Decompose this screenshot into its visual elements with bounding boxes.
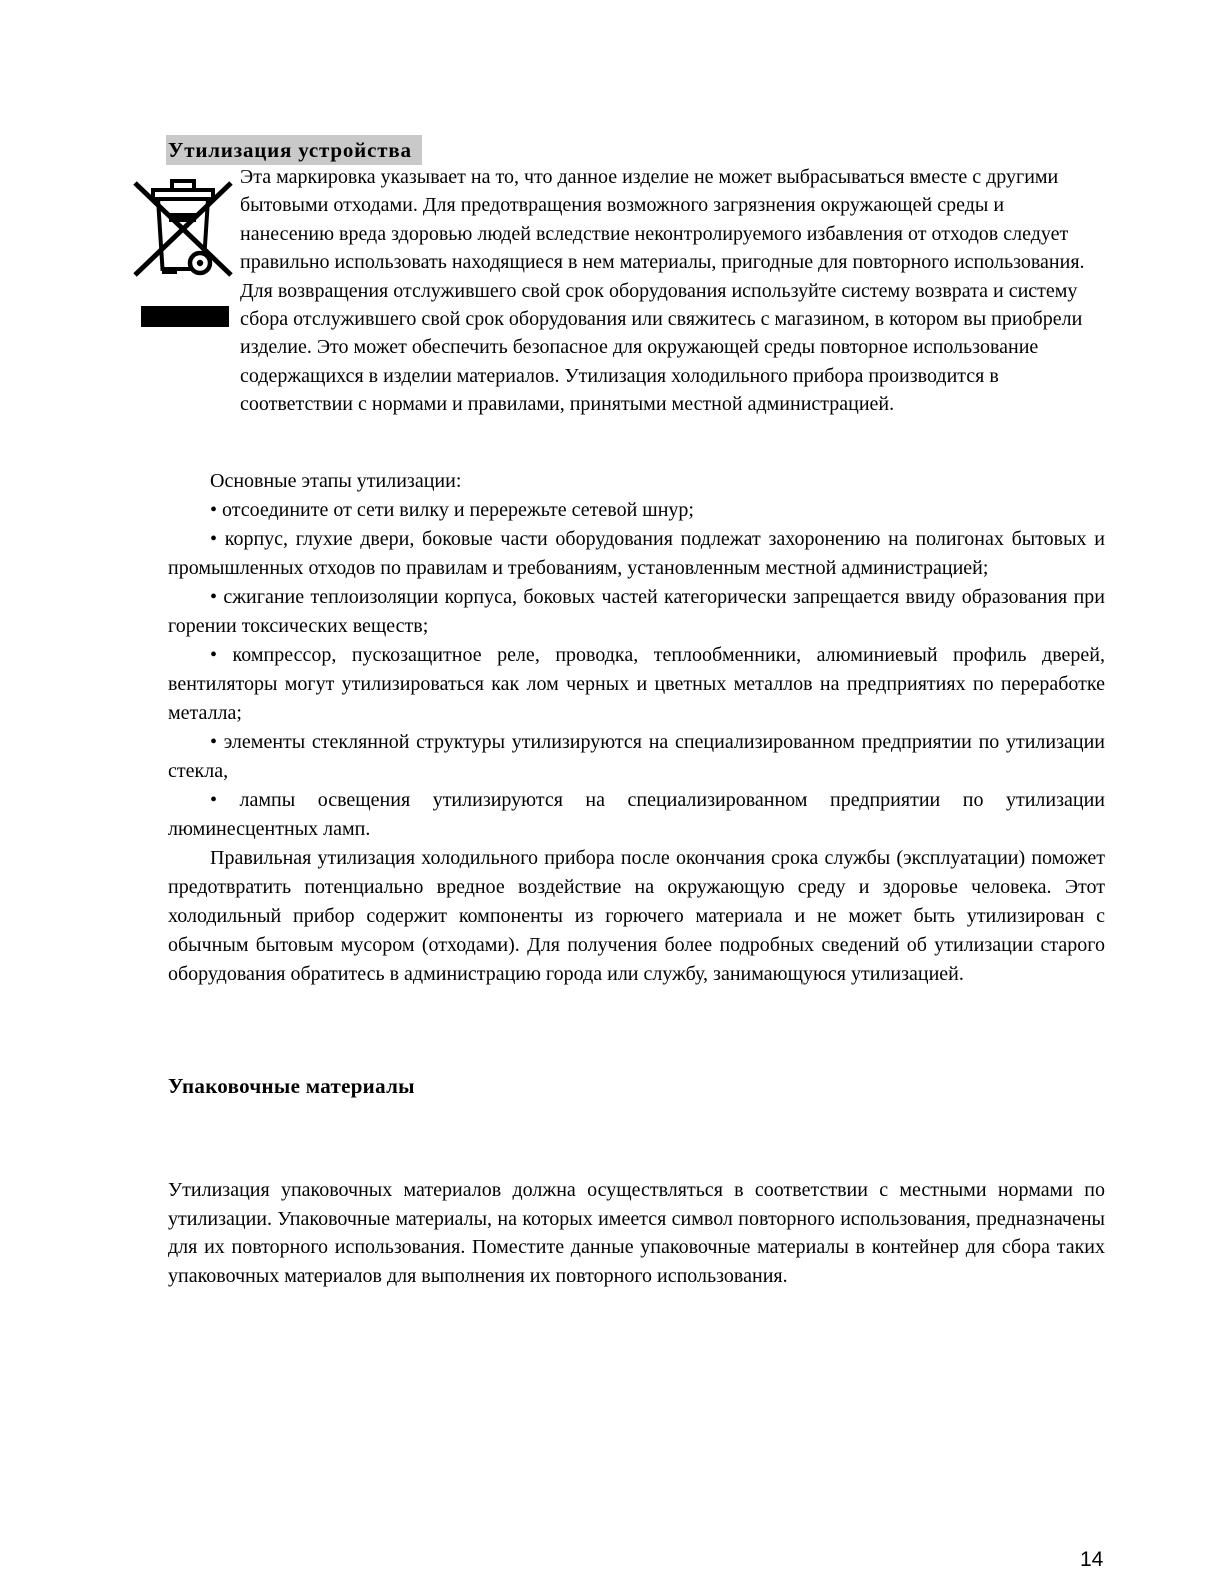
disposal-marking-paragraph: Эта маркировка указывает на то, что данное изделие не может выбрасываться вместе с другими бытовыми отходами. Для предотвращения возможного загрязнения окружающей среды и нанесению вреда здоровью людей вследствие неконтролируемого избавления от отходов следует правильно использовать находящиеся в нем материалы, пригодные для повторного использования. Для возвращения отслужившего свой срок оборудования используйте систему возврата и систему сбора отслужившего свой срок оборудования или свяжитесь с магазином, в котором вы приобрели изделие. Это может обеспечить безопасное для окружающей среды повторное использование содержащихся в изделии материалов. Утилизация холодильного прибора производится в соответствии с нормами и правилами, принятыми местной администрацией.: [240, 166, 1085, 416]
packaging-section-title: Упаковочные материалы: [168, 1074, 415, 1098]
weee-crossed-out-wheelie-bin-icon: [132, 174, 234, 284]
disposal-stage-item: • компрессор, пускозащитное реле, проводка, теплообменники, алюминиевый профиль дверей, вентиляторы могут утилизироваться как лом черных и цветных металлов на предприятиях по переработке металла;: [168, 644, 1105, 724]
page-number: 14: [1080, 1548, 1104, 1571]
disposal-stage-item: • сжигание теплоизоляции корпуса, боковых частей категорически запрещается ввиду образования при горении токсических веществ;: [168, 586, 1105, 637]
disposal-stage-item: • элементы стеклянной структуры утилизируются на специализированном предприятии по утилизации стекла,: [168, 731, 1105, 782]
disposal-stages-list: [168, 496, 1105, 844]
disposal-stages-intro: Основные этапы утилизации:: [210, 470, 462, 492]
packaging-paragraph: Утилизация упаковочных материалов должна осуществляться в соответствии с местными нормами по утилизации. Упаковочные материалы, на которых имеется символ повторного использования, предназначены для их повторного использования. Поместите данные упаковочные материалы в контейнер для сбора таких упаковочных материалов для выполнения их повторного использования.: [168, 1179, 1105, 1287]
disposal-closing-paragraph: Правильная утилизация холодильного прибора после окончания срока службы (эксплуатации) поможет предотвратить потенциально вредное воздействие на окружающую среду и здоровье человека. Этот холодильный прибор содержит компоненты из горючего материала и не может быть утилизирован с обычным бытовым мусором (отходами). Для получения более подробных сведений об утилизации старого оборудования обратитесь в администрацию города или службу, занимающуюся утилизацией.: [168, 847, 1105, 985]
weee-black-bar: [141, 306, 229, 327]
disposal-stage-item: • корпус, глухие двери, боковые части оборудования подлежат захоронению на полигонах бытовых и промышленных отходов по правилам и требованиям, установленным местной администрацией;: [168, 528, 1105, 579]
weee-bin-svg: [132, 174, 234, 284]
disposal-stages-section: [168, 467, 1105, 989]
disposal-stage-item: • отсоедините от сети вилку и перережьте сетевой шнур;: [210, 499, 694, 521]
disposal-section-title: Утилизация устройства: [166, 135, 422, 165]
disposal-stage-item: • лампы освещения утилизируются на специализированном предприятии по утилизации люминесцентных ламп.: [168, 789, 1105, 840]
